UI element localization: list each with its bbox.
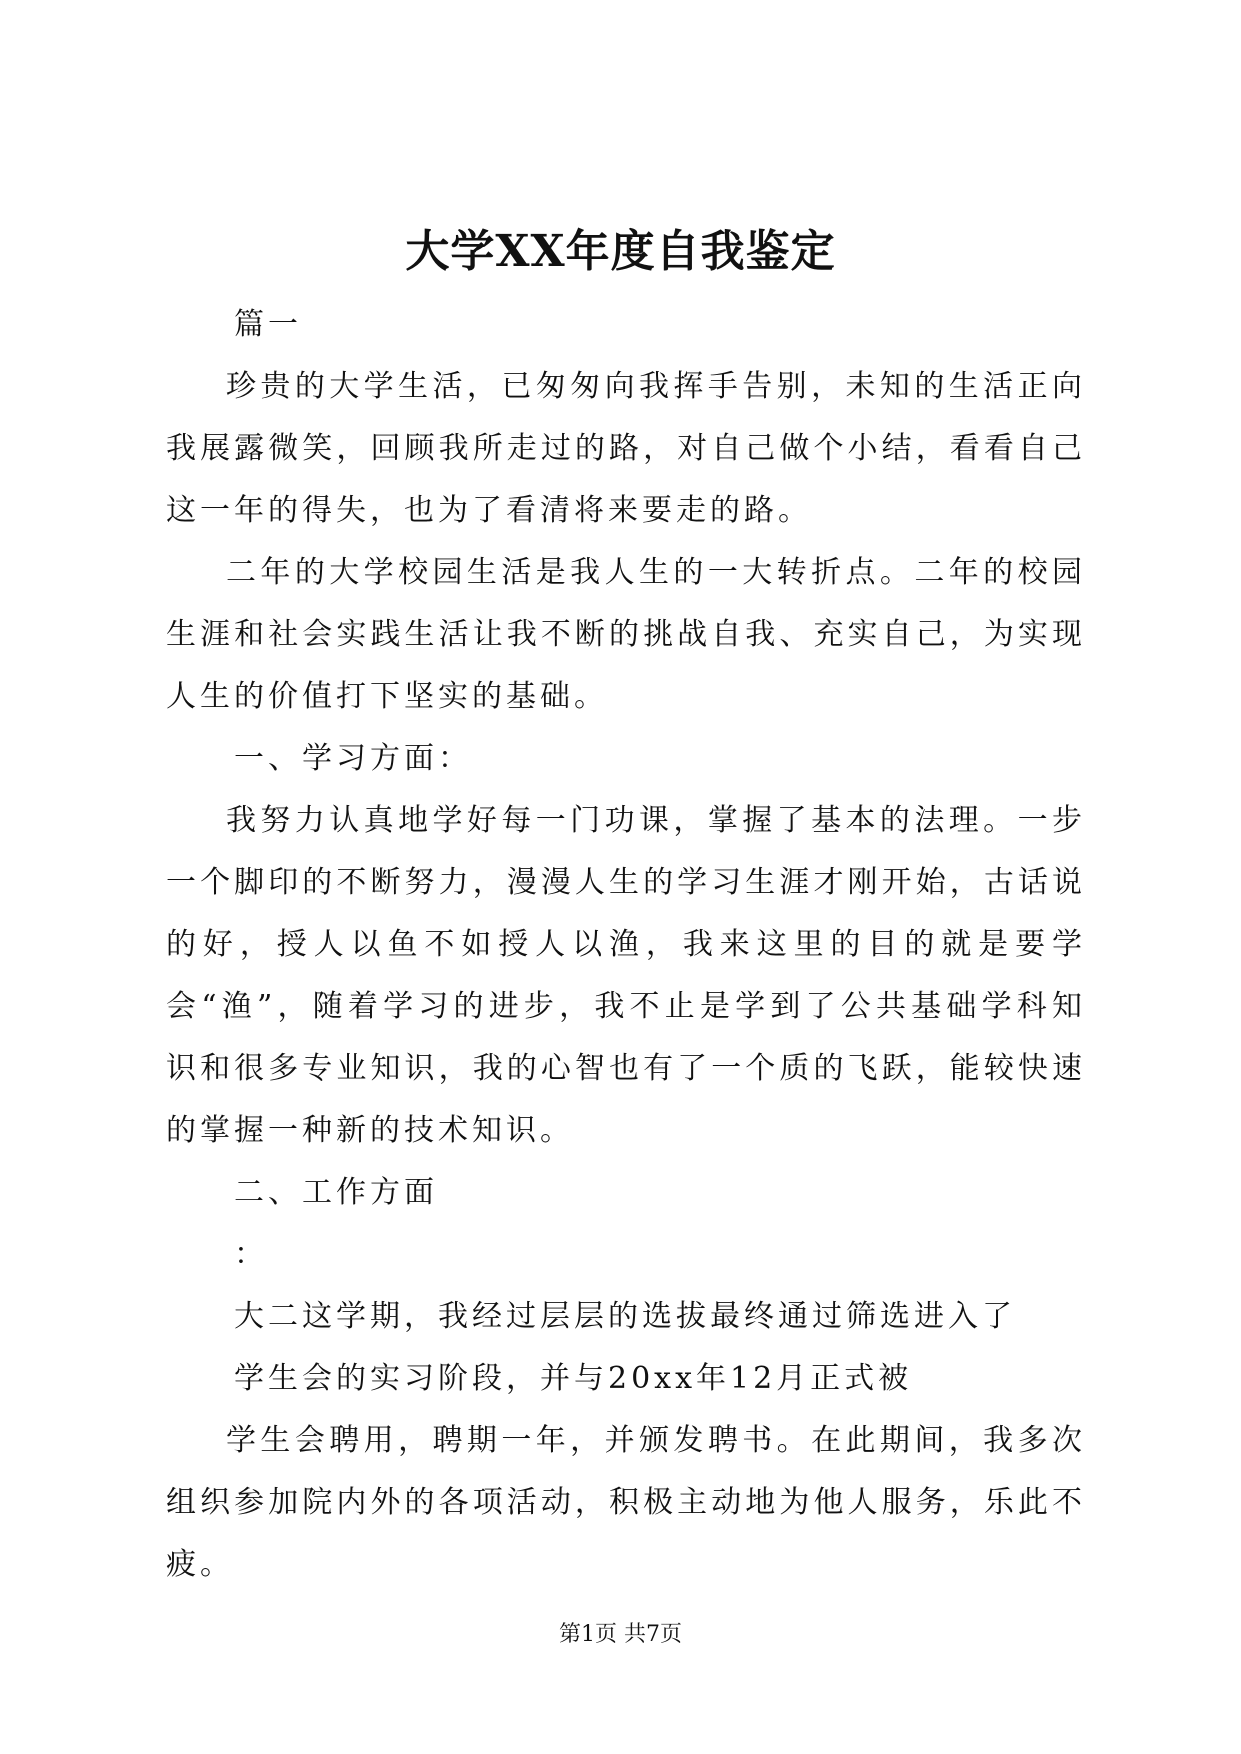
page-indicator: 第1页 共7页: [559, 1622, 682, 1647]
paragraph-study: 我努力认真地学好每一门功课，掌握了基本的法理。一步一个脚印的不断努力，漫漫人生的学习生涯才刚开始，古话说的好，授人以鱼不如授人以渔，我来这里的目的就是要学会“渔”，随着学习的进步，我不止是学到了公共基础学科知识和很多专业知识，我的心智也有了一个质的飞跃，能较快速的掌握一种新的技术知识。: [166, 803, 1086, 1148]
section-label: 篇一: [234, 307, 302, 342]
document-title: 大学XX年度自我鉴定: [405, 226, 836, 277]
document-body: [166, 294, 1086, 1596]
work-line-2: 学生会的实习阶段，并与20xx年12月正式被: [234, 1361, 913, 1396]
paragraph-intro: 珍贵的大学生活，已匆匆向我挥手告别，未知的生活正向我展露微笑，回顾我所走过的路，对自己做个小结，看看自己这一年的得失，也为了看清将来要走的路。: [166, 369, 1086, 528]
paragraph-work: 学生会聘用，聘期一年，并颁发聘书。在此期间，我多次组织参加院内外的各项活动，积极主动地为他人服务，乐此不疲。: [166, 1423, 1086, 1582]
heading-work: 二、工作方面: [234, 1175, 438, 1210]
paragraph-turning-point: 二年的大学校园生活是我人生的一大转折点。二年的校园生涯和社会实践生活让我不断的挑战自我、充实自己，为实现人生的价值打下坚实的基础。: [166, 555, 1086, 714]
heading-study: 一、学习方面：: [234, 741, 472, 776]
heading-work-colon: ：: [234, 1237, 268, 1272]
work-line-1: 大二这学期，我经过层层的选拔最终通过筛选进入了: [234, 1299, 1016, 1334]
